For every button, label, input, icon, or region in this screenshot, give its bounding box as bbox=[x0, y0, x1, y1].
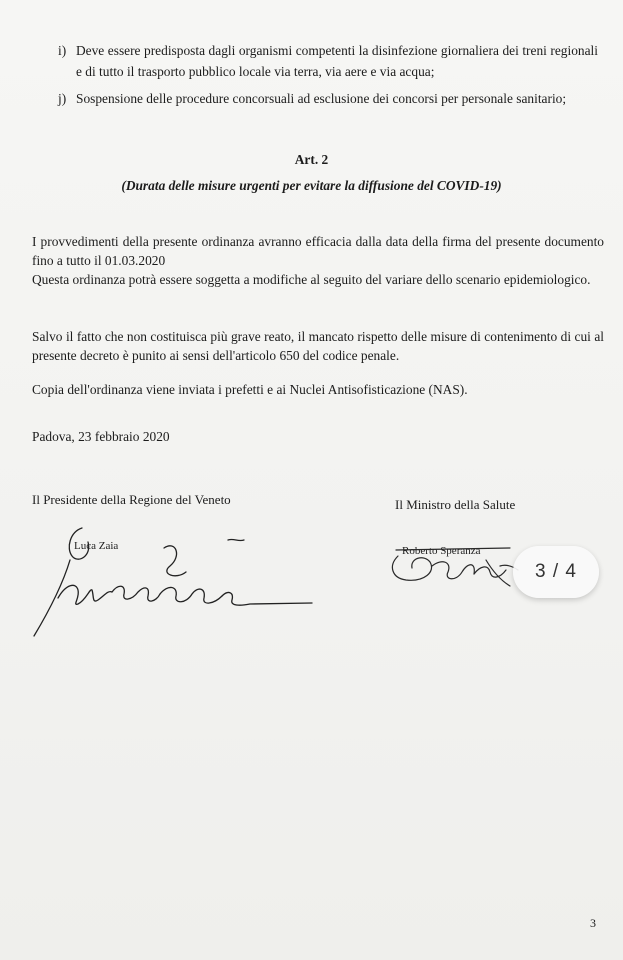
right-signatory-name: Roberto Speranza bbox=[402, 545, 481, 557]
place-date: Padova, 23 febbraio 2020 bbox=[32, 429, 170, 444]
page-number: 3 bbox=[590, 916, 596, 930]
right-signatory-role: Il Ministro della Salute bbox=[395, 497, 516, 512]
page-indicator-badge[interactable]: 3 / 4 bbox=[513, 546, 599, 598]
article-title: Art. 2 bbox=[294, 152, 329, 167]
paragraph-penalty: Salvo il fatto che non costituisca più grave reato, il mancato rispetto delle misure di contenimento di cui al presente decreto è punito ai sensi dell'articolo 650 del codice penale. bbox=[32, 329, 604, 363]
paragraph-copy: Copia dell'ordinanza viene inviata i prefetti e ai Nuclei Antisofisticazione (NAS). bbox=[32, 382, 468, 397]
article-subtitle: (Durata delle misure urgenti per evitare la diffusione del COVID-19) bbox=[121, 178, 502, 193]
list-text: Sospensione delle procedure concorsuali ad esclusione dei concorsi per personale sanitario; bbox=[76, 91, 567, 106]
list-text: Deve essere predisposta dagli organismi competenti la disinfezione giornaliera dei treni regionali e di tutto il trasporto pubblico locale via terra, via aere e via acqua; bbox=[76, 43, 598, 79]
paragraph-modifications: Questa ordinanza potrà essere soggetta a modifiche al seguito del variare dello scenario epidemiologico. bbox=[32, 272, 591, 287]
left-signatory-role: Il Presidente della Regione del Veneto bbox=[32, 492, 231, 507]
left-signatory-name: Luca Zaia bbox=[74, 540, 119, 552]
list-marker: j) bbox=[58, 91, 67, 106]
list-marker: i) bbox=[58, 43, 67, 58]
paragraph-validity: I provvedimenti della presente ordinanza avranno efficacia dalla data della firma del presente documento fino a tutto il 01.03.2020 bbox=[32, 234, 604, 268]
